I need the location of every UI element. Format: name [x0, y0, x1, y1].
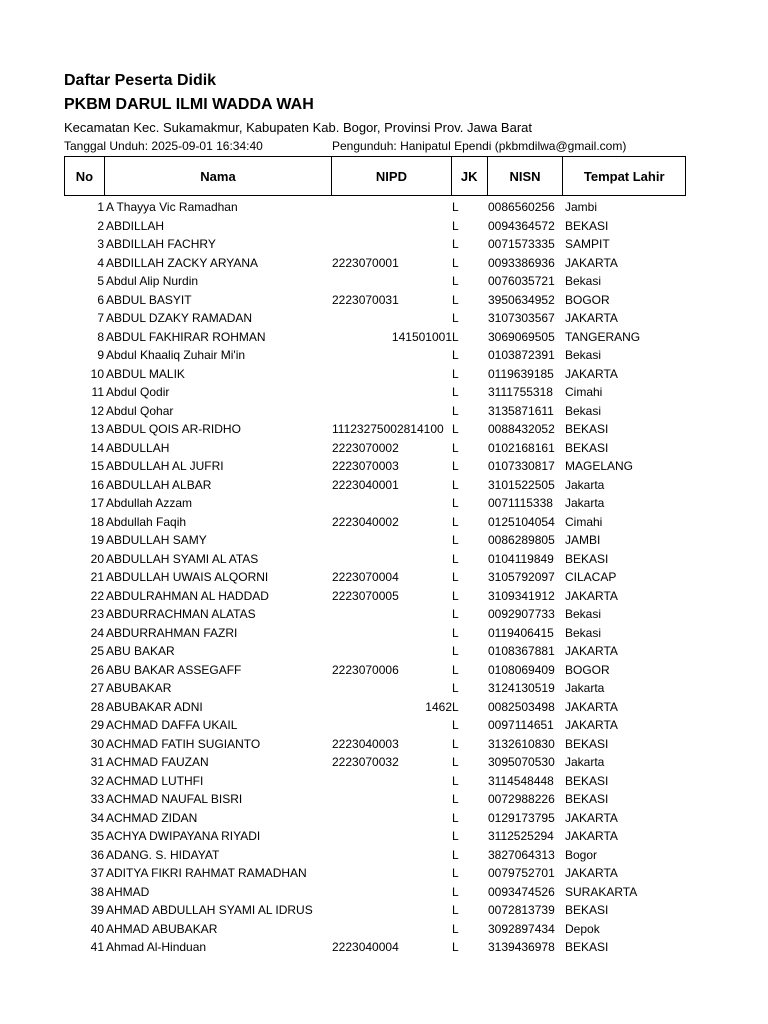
table-row — [64, 846, 686, 865]
cell-tempat-lahir: SURAKARTA — [565, 884, 638, 899]
cell-nama: Abdul Qohar — [106, 403, 174, 418]
cell-jk: L — [452, 866, 459, 880]
cell-tempat-lahir: CILACAP — [565, 570, 617, 584]
table-row — [64, 309, 686, 328]
cell-nama: Abdul Qodir — [106, 385, 170, 399]
cell-nisn: 3092897434 — [488, 921, 555, 936]
cell-nisn: 0094364572 — [488, 218, 555, 233]
header-no: No — [65, 157, 105, 195]
table-row — [64, 809, 686, 828]
cell-no: 26 — [90, 662, 104, 677]
cell-nama: Abdul Alip Nurdin — [106, 274, 199, 288]
table-row — [64, 901, 686, 920]
header-nama: Nama — [105, 157, 332, 195]
header-nisn: NISN — [488, 157, 564, 195]
cell-jk: L — [452, 459, 459, 473]
cell-nisn: 0125104054 — [488, 514, 555, 529]
header-nipd: NIPD — [332, 157, 452, 195]
cell-jk: L — [452, 681, 459, 695]
cell-tempat-lahir: MAGELANG — [565, 459, 634, 473]
cell-nama: ACHMAD ZIDAN — [106, 810, 198, 825]
header-tempat-lahir: Tempat Lahir — [583, 168, 665, 184]
cell-nisn: 0104119849 — [488, 551, 554, 566]
table-row — [64, 494, 686, 513]
cell-tempat-lahir: BEKASI — [565, 773, 609, 788]
cell-nama: ABDUL QOIS AR-RIDHO — [106, 422, 241, 436]
cell-jk: L — [452, 385, 459, 399]
cell-nama: ABU BAKAR ASSEGAFF — [106, 662, 242, 677]
cell-nisn: 3114548448 — [488, 773, 554, 788]
cell-no: 8 — [97, 329, 104, 344]
cell-jk: L — [452, 736, 459, 751]
cell-no: 27 — [90, 681, 104, 695]
cell-nama: Abdullah Azzam — [106, 496, 193, 510]
cell-no: 32 — [90, 773, 104, 788]
table-row — [64, 698, 686, 717]
cell-jk: L — [452, 422, 459, 436]
cell-nipd: 2223040003 — [332, 736, 399, 751]
cell-jk: L — [452, 551, 459, 566]
cell-nama: ABU BAKAR — [106, 644, 175, 658]
cell-jk: L — [452, 773, 459, 788]
cell-nama: ABDUL MALIK — [106, 366, 185, 381]
cell-jk: L — [452, 940, 459, 954]
cell-tempat-lahir: BOGOR — [565, 292, 610, 307]
cell-jk: L — [452, 496, 459, 510]
cell-no: 9 — [97, 348, 104, 362]
cell-nisn: 3950634952 — [488, 292, 555, 307]
cell-tempat-lahir: JAKARTA — [565, 588, 618, 603]
cell-jk: L — [452, 921, 459, 936]
cell-no: 34 — [90, 810, 104, 825]
cell-nama: ABUBAKAR ADNI — [106, 699, 203, 714]
table-row — [64, 420, 686, 439]
cell-tempat-lahir: JAKARTA — [565, 644, 618, 658]
cell-nama: ABDULLAH SAMY — [106, 533, 207, 547]
cell-nipd: 2223040002 — [332, 514, 399, 529]
cell-tempat-lahir: BEKASI — [565, 792, 609, 806]
cell-no: 24 — [90, 625, 104, 640]
cell-no: 23 — [90, 607, 104, 621]
header-jk: JK — [452, 157, 488, 195]
table-row — [64, 827, 686, 846]
cell-nisn: 3109341912 — [488, 588, 555, 603]
table-row — [64, 883, 686, 902]
cell-nisn: 0093474526 — [488, 884, 555, 899]
cell-nisn: 0079752701 — [488, 866, 555, 880]
cell-no: 33 — [90, 792, 104, 806]
cell-jk: L — [452, 477, 459, 492]
cell-nisn: 0086560256 — [488, 200, 555, 214]
cell-nisn: 0086289805 — [488, 533, 555, 547]
cell-tempat-lahir: BEKASI — [565, 551, 609, 566]
cell-nisn: 0119639185 — [488, 366, 554, 381]
table-header — [64, 156, 686, 196]
cell-jk: L — [452, 792, 459, 806]
cell-nama: AHMAD ABUBAKAR — [106, 921, 218, 936]
cell-jk: L — [452, 607, 459, 621]
cell-no: 20 — [90, 551, 104, 566]
table-row — [64, 198, 686, 217]
cell-nipd: 2223070001 — [332, 255, 399, 270]
cell-tempat-lahir: Jakarta — [565, 681, 605, 695]
cell-jk: L — [452, 403, 459, 418]
cell-nama: ACHMAD DAFFA UKAIL — [106, 718, 238, 732]
cell-tempat-lahir: Bekasi — [565, 348, 602, 362]
table-row — [64, 402, 686, 421]
cell-nisn: 0093386936 — [488, 255, 555, 270]
cell-nipd: 2223040004 — [332, 940, 399, 954]
cell-no: 35 — [90, 829, 104, 843]
cell-no: 31 — [90, 755, 104, 769]
cell-nisn: 0092907733 — [488, 607, 555, 621]
cell-nama: ACHYA DWIPAYANA RIYADI — [106, 829, 261, 843]
cell-tempat-lahir: Jakarta — [565, 496, 605, 510]
cell-nisn: 0129173795 — [488, 810, 555, 825]
cell-tempat-lahir: Cimahi — [565, 385, 603, 399]
table-row — [64, 661, 686, 680]
cell-no: 11 — [91, 385, 104, 399]
cell-no: 6 — [97, 292, 104, 307]
table-row — [64, 272, 686, 291]
table-row — [64, 864, 686, 883]
cell-nama: ACHMAD NAUFAL BISRI — [106, 792, 243, 806]
cell-jk: L — [452, 533, 459, 547]
cell-nisn: 3111755318 — [488, 385, 553, 399]
table-row — [64, 735, 686, 754]
cell-nipd: 1462 — [425, 699, 452, 714]
cell-no: 7 — [97, 311, 104, 325]
cell-nipd: 141501001 — [391, 329, 452, 344]
table-row — [64, 605, 686, 624]
table-row — [64, 328, 686, 347]
cell-nipd: 2223070005 — [332, 588, 399, 603]
cell-no: 39 — [90, 903, 104, 917]
cell-tempat-lahir: Bekasi — [565, 403, 602, 418]
cell-jk: L — [452, 348, 459, 362]
table-row — [64, 291, 686, 310]
cell-nisn: 0108069409 — [488, 662, 555, 677]
cell-tempat-lahir: BEKASI — [565, 218, 609, 233]
download-date: Tanggal Unduh: 2025-09-01 16:34:40 — [64, 139, 263, 153]
table-row — [64, 513, 686, 532]
table-row — [64, 790, 686, 809]
table-row — [64, 346, 686, 365]
cell-nama: ACHMAD FAUZAN — [106, 755, 209, 769]
cell-nisn: 0076035721 — [488, 274, 555, 288]
cell-no: 21 — [90, 570, 104, 584]
cell-nipd: 2223070003 — [332, 459, 399, 473]
table-row — [64, 753, 686, 772]
cell-nama: A Thayya Vic Ramadhan — [106, 200, 238, 214]
cell-nama: Ahmad Al-Hinduan — [106, 940, 207, 954]
cell-nisn: 0082503498 — [488, 699, 555, 714]
cell-jk: L — [452, 644, 459, 658]
cell-nama: ABDILLAH ZACKY ARYANA — [106, 255, 259, 270]
cell-tempat-lahir: JAKARTA — [565, 311, 618, 325]
cell-jk: L — [452, 200, 459, 214]
table-row — [64, 679, 686, 698]
cell-tempat-lahir: Jakarta — [565, 477, 605, 492]
cell-no: 28 — [90, 699, 104, 714]
table-row — [64, 624, 686, 643]
cell-nisn: 0071115338 — [488, 496, 553, 510]
document-title: Daftar Peserta Didik — [64, 72, 217, 89]
cell-tempat-lahir: JAKARTA — [565, 366, 618, 381]
cell-jk: L — [452, 570, 459, 584]
cell-tempat-lahir: BEKASI — [565, 903, 609, 917]
cell-nisn: 0107330817 — [488, 459, 555, 473]
cell-no: 17 — [90, 496, 104, 510]
cell-nisn: 0088432052 — [488, 422, 555, 436]
cell-nisn: 0072988226 — [488, 792, 555, 806]
cell-tempat-lahir: JAKARTA — [565, 866, 618, 880]
cell-nisn: 0072813739 — [488, 903, 555, 917]
cell-tempat-lahir: TANGERANG — [565, 329, 641, 344]
downloader: Pengunduh: Hanipatul Ependi (pkbmdilwa@gmail.com) — [332, 139, 627, 153]
cell-no: 36 — [90, 847, 104, 862]
cell-nama: ABDUL DZAKY RAMADAN — [106, 311, 253, 325]
cell-nipd: 2223070004 — [332, 570, 399, 584]
cell-nama: ABDUL FAKHIRAR ROHMAN — [106, 329, 266, 344]
cell-tempat-lahir: BEKASI — [565, 736, 609, 751]
cell-nisn: 0108367881 — [488, 644, 555, 658]
table-row — [64, 457, 686, 476]
cell-nisn: 0103872391 — [488, 348, 555, 362]
table-row — [64, 550, 686, 569]
cell-jk: L — [452, 292, 459, 307]
cell-nama: ABDUL BASYIT — [106, 292, 192, 307]
cell-nisn: 3139436978 — [488, 940, 555, 954]
cell-nama: Abdullah Faqih — [106, 514, 187, 529]
cell-nipd: 2223070032 — [332, 755, 399, 769]
cell-nama: ABDULRAHMAN AL HADDAD — [106, 588, 269, 603]
table-row — [64, 772, 686, 791]
cell-nama: ACHMAD FATIH SUGIANTO — [106, 736, 261, 751]
cell-no: 30 — [90, 736, 104, 751]
cell-no: 4 — [97, 255, 104, 270]
cell-no: 16 — [90, 477, 104, 492]
table-row — [64, 938, 686, 957]
cell-tempat-lahir: Cimahi — [565, 514, 603, 529]
table-row — [64, 383, 686, 402]
cell-jk: L — [452, 903, 459, 917]
cell-nisn: 0071573335 — [488, 237, 555, 251]
cell-nama: ABDURRACHMAN ALATAS — [106, 607, 256, 621]
cell-jk: L — [452, 366, 459, 381]
cell-jk: L — [452, 311, 459, 325]
cell-tempat-lahir: Depok — [565, 921, 600, 936]
cell-tempat-lahir: Bekasi — [565, 607, 602, 621]
table-row — [64, 920, 686, 939]
cell-jk: L — [452, 274, 459, 288]
cell-nama: ADANG. S. HIDAYAT — [106, 847, 220, 862]
cell-no: 37 — [90, 866, 104, 880]
cell-nama: AHMAD ABDULLAH SYAMI AL IDRUS — [106, 903, 313, 917]
cell-jk: L — [452, 699, 459, 714]
cell-tempat-lahir: JAMBI — [565, 533, 601, 547]
cell-jk: L — [452, 255, 459, 270]
cell-jk: L — [452, 514, 459, 529]
table-row — [64, 587, 686, 606]
cell-nisn: 3069069505 — [488, 329, 555, 344]
cell-nisn: 3827064313 — [488, 847, 555, 862]
cell-nisn: 3095070530 — [488, 755, 555, 769]
table-row — [64, 217, 686, 236]
cell-no: 29 — [90, 718, 104, 732]
cell-no: 18 — [90, 514, 104, 529]
cell-nama: ACHMAD LUTHFI — [106, 773, 204, 788]
student-table-body — [64, 198, 686, 957]
cell-jk: L — [452, 718, 459, 732]
cell-tempat-lahir: JAKARTA — [565, 255, 618, 270]
table-row — [64, 642, 686, 661]
cell-nama: ABDILLAH FACHRY — [106, 237, 216, 251]
table-row — [64, 476, 686, 495]
cell-nama: AHMAD — [106, 884, 150, 899]
cell-no: 40 — [90, 921, 104, 936]
cell-nisn: 3112525294 — [488, 829, 554, 843]
cell-tempat-lahir: JAKARTA — [565, 810, 618, 825]
cell-no: 5 — [97, 274, 104, 288]
cell-no: 13 — [90, 422, 104, 436]
cell-nisn: 3135871611 — [488, 403, 554, 418]
cell-nisn: 3105792097 — [488, 570, 555, 584]
cell-nama: ABDULLAH SYAMI AL ATAS — [106, 551, 259, 566]
cell-tempat-lahir: BEKASI — [565, 940, 609, 954]
cell-no: 2 — [97, 218, 104, 233]
cell-nama: ADITYA FIKRI RAHMAT RAMADHAN — [106, 866, 307, 880]
cell-no: 38 — [90, 884, 104, 899]
cell-nama: ABDULLAH AL JUFRI — [106, 459, 224, 473]
cell-jk: L — [452, 810, 459, 825]
cell-nisn: 3132610830 — [488, 736, 555, 751]
cell-jk: L — [452, 237, 459, 251]
cell-jk: L — [452, 847, 459, 862]
cell-jk: L — [452, 755, 459, 769]
table-row — [64, 254, 686, 273]
cell-tempat-lahir: BEKASI — [565, 440, 609, 455]
cell-tempat-lahir: BEKASI — [565, 422, 609, 436]
cell-tempat-lahir: Bekasi — [565, 625, 602, 640]
cell-jk: L — [452, 329, 459, 344]
cell-no: 1 — [97, 200, 104, 214]
cell-tempat-lahir: Bogor — [565, 847, 598, 862]
cell-tempat-lahir: BOGOR — [565, 662, 610, 677]
cell-no: 14 — [90, 440, 104, 455]
cell-nama: ABDILLAH — [106, 218, 165, 233]
cell-jk: L — [452, 662, 459, 677]
cell-no: 12 — [90, 403, 104, 418]
cell-nisn: 3101522505 — [488, 477, 555, 492]
table-row — [64, 568, 686, 587]
cell-no: 22 — [90, 588, 104, 603]
cell-jk: L — [452, 829, 459, 843]
cell-no: 15 — [90, 459, 104, 473]
cell-tempat-lahir: JAKARTA — [565, 699, 618, 714]
cell-no: 25 — [90, 644, 104, 658]
cell-jk: L — [452, 625, 459, 640]
cell-no: 3 — [97, 237, 104, 251]
cell-nama: ABDULLAH ALBAR — [106, 477, 212, 492]
cell-no: 19 — [90, 533, 104, 547]
table-row — [64, 716, 686, 735]
table-row — [64, 439, 686, 458]
school-name: PKBM DARUL ILMI WADDA WAH — [64, 96, 314, 113]
cell-jk: L — [452, 884, 459, 899]
cell-nama: Abdul Khaaliq Zuhair Mi'in — [106, 348, 246, 362]
cell-nama: ABDURRAHMAN FAZRI — [106, 625, 238, 640]
cell-nisn: 0102168161 — [488, 440, 555, 455]
cell-tempat-lahir: JAKARTA — [565, 718, 618, 732]
table-row — [64, 235, 686, 254]
cell-tempat-lahir: SAMPIT — [565, 237, 610, 251]
cell-nisn: 0119406415 — [488, 625, 554, 640]
cell-nisn: 3124130519 — [488, 681, 555, 695]
cell-nama: ABDULLAH UWAIS ALQORNI — [106, 570, 269, 584]
cell-nipd: 2223070002 — [332, 440, 399, 455]
cell-jk: L — [452, 218, 459, 233]
cell-tempat-lahir: Jakarta — [565, 755, 605, 769]
table-row — [64, 365, 686, 384]
cell-no: 41 — [90, 940, 104, 954]
cell-no: 10 — [90, 366, 104, 381]
table-row — [64, 531, 686, 550]
cell-jk: L — [452, 440, 459, 455]
cell-tempat-lahir: Bekasi — [565, 274, 602, 288]
cell-nipd: 11123275002814100 — [332, 422, 444, 436]
school-location: Kecamatan Kec. Sukamakmur, Kabupaten Kab. Bogor, Provinsi Prov. Jawa Barat — [64, 120, 533, 135]
cell-nisn: 3107303567 — [488, 311, 555, 325]
cell-tempat-lahir: JAKARTA — [565, 829, 618, 843]
cell-nipd: 2223040001 — [332, 477, 399, 492]
cell-nama: ABDULLAH — [106, 440, 170, 455]
cell-jk: L — [452, 588, 459, 603]
cell-nisn: 0097114651 — [488, 718, 554, 732]
cell-nama: ABUBAKAR — [106, 681, 172, 695]
cell-tempat-lahir: Jambi — [565, 200, 598, 214]
cell-nipd: 2223070031 — [332, 292, 399, 307]
cell-nipd: 2223070006 — [332, 662, 399, 677]
